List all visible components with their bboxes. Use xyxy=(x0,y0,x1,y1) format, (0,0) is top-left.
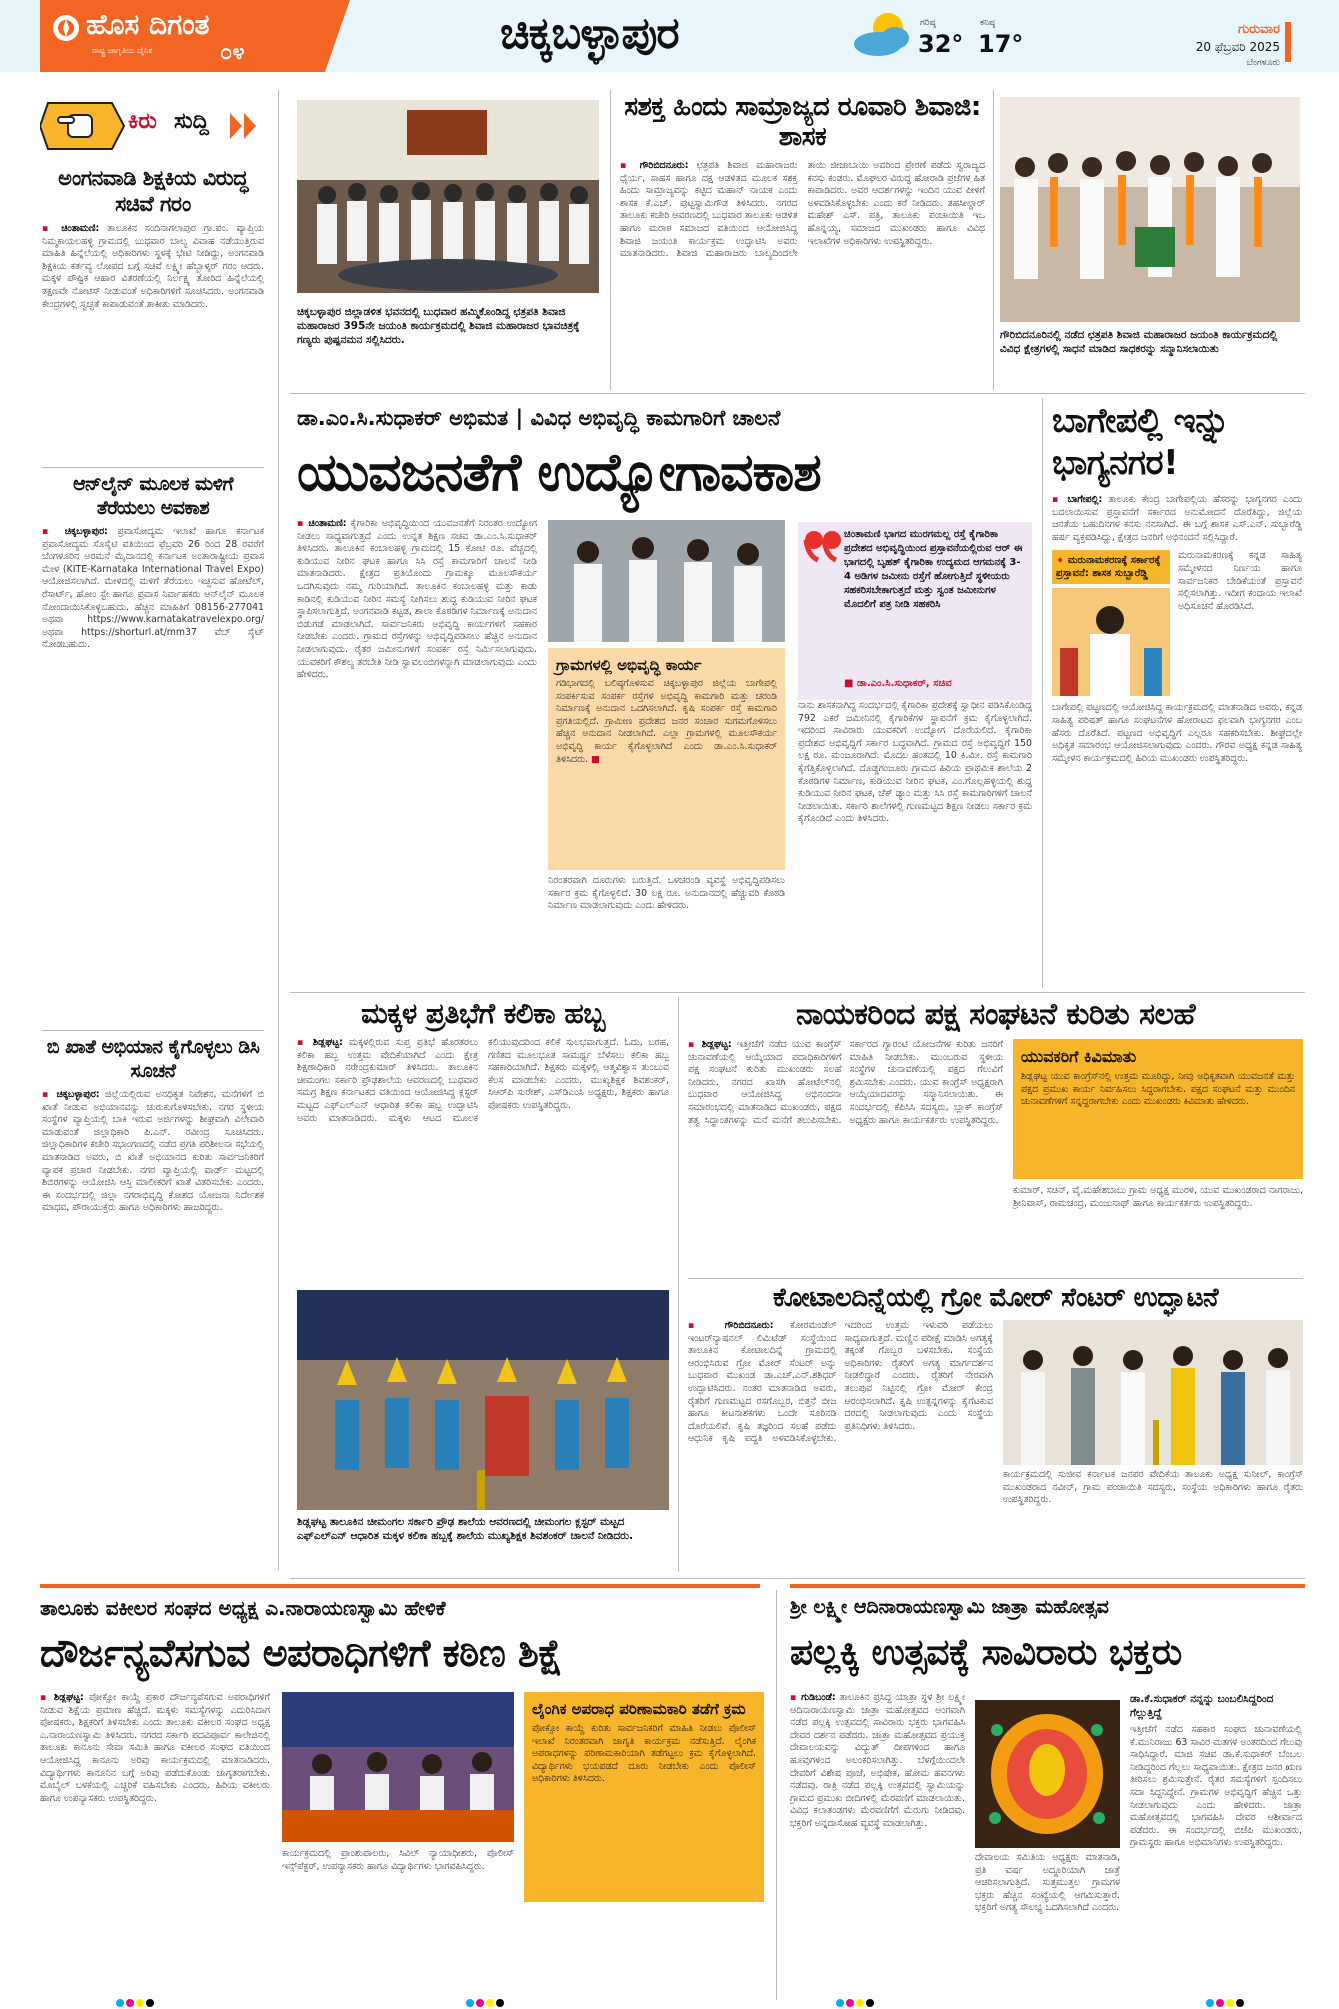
bagepalli-body-2: ಮರುನಾಮಕರಣಕ್ಕೆ ಕನ್ನಡ ಸಾಹಿತ್ಯ ಸಮ್ಮೇಳನದ ನಿರ್ಣಯ ಹಾಗೂ ಸಾರ್ವಜನಿಕರ ಬೇಡಿಕೆಯಂತೆ ಪ್ರಸ್ತಾವನೆ ಸಲ್ಲಿಸಲಾಗಿತ್ತು. ಇದೀಗ ಕಂದಾಯ ಇಲಾಖೆ ಅಧಿಸೂಚನೆ ಹೊರಡಿಸಿದೆ. xyxy=(1178,550,1302,612)
bagepalli-story xyxy=(1052,400,1302,985)
shivaji-jayanti-photo xyxy=(297,100,599,293)
kalika-photo xyxy=(297,1290,669,1510)
shivaji-story xyxy=(620,92,985,387)
kirusuddi-body: ▪ ಚಿಂತಾಮಣಿ: ತಾಲೂಕಿನ ಸಂದಿನಾಗಲಾಪುರ ಗ್ರಾ.ಪಂ. ವ್ಯಾಪ್ತಿಯ ನಿಮ್ಮಕಾಯಲಹಳ್ಳಿ ಗ್ರಾಮದಲ್ಲಿ ಬುಧವಾರ ಬಾಲ್ಯ ವಿವಾಹ ನಡೆಯುತ್ತಿರುವ ಮಾಹಿತಿ ಹಿನ್ನೆಲೆಯಲ್ಲಿ ಅಧಿಕಾರಿಗಳು ಸ್ಥಳಕ್ಕೆ ಭೇಟಿ ನೀಡಿದ್ದು, ಅಂಗನವಾಡಿ ಶಿಕ್ಷಕಿಯ ಕರ್ತವ್ಯ ಲೋಪದ ಬಗ್ಗೆ ಸಚಿವೆ ಲಕ್ಷ್ಮೀ ಹೆಬ್ಬಾಳ್ಕರ್ ಗರಂ ಆದರು. ಮಕ್ಕಳ ಪೌಷ್ಟಿಕ ಆಹಾರ ವಿತರಣೆಯಲ್ಲಿ ನಿರ್ಲಕ್ಷ್ಯ ತೋರಿದ ಹಿನ್ನೆಲೆಯಲ್ಲಿ ತಕ್ಷಣವೇ ನೋಟಿಸ್ ನೀಡುವಂತೆ ಅಧಿಕಾರಿಗಳಿಗೆ ಸೂಚಿಸಿದರು. ಅಂಗನವಾಡಿ ಕೇಂದ್ರಗಳಲ್ಲಿ ಸ್ವಚ್ಛತೆ ಕಾಪಾಡುವಂತೆ ತಾಕೀತು ಮಾಡಿದರು. xyxy=(42,223,264,310)
bagepalli-body-1: ▪ ಬಾಗೇಪಲ್ಲಿ: ತಾಲೂಕು ಕೇಂದ್ರ ಬಾಗೇಪಲ್ಲಿಯ ಹೆಸರನ್ನು ಭಾಗ್ಯನಗರ ಎಂದು ಬದಲಾಯಿಸುವ ಪ್ರಸ್ತಾವನೆಗೆ ಸರ್ಕಾರದ ಅನುಮೋದನೆ ದೊರೆತಿದ್ದು, ಜಿಲ್ಲೆಯ ಜನತೆಯ ಬಹುದಿನಗಳ ಕನಸು ನನಸಾಗಿದೆ. ಈ ಬಗ್ಗೆ ಶಾಸಕ ಎಸ್.ಎನ್. ಸುಬ್ಬಾರೆಡ್ಡಿ ಹರ್ಷ ವ್ಯಕ್ತಪಡಿಸಿದ್ದು, ಕ್ಷೇತ್ರದ ಜನರಿಗೆ ಅಭಿನಂದನೆ ಸಲ್ಲಿಸಿದ್ದಾರೆ. xyxy=(1052,494,1302,543)
gromore-headline: ಕೋಟಾಲದಿನ್ನೆಯಲ್ಲಿ ಗ್ರೋ ಮೋರ್ ಸೆಂಟರ್ ಉದ್ಘಾಟನೆ xyxy=(772,1283,1219,1313)
sadhakar-sanmana-photo xyxy=(1000,97,1300,322)
kirusuddi-body: ▪ ಚಿಕ್ಕಬಳ್ಳಾಪುರ: ಪ್ರವಾಸೋದ್ಯಮ ಇಲಾಖೆ ಹಾಗೂ ಕರ್ನಾಟಕ ಪ್ರವಾಸೋದ್ಯಮ ಸೊಸೈಟಿ ವತಿಯಿಂದ ಫೆಬ್ರವರಿ 26 ರಿಂದ 28 ರವರೆಗೆ ಬೆಂಗಳೂರಿನ ಅರಮನೆ ಮೈದಾನದಲ್ಲಿ ಕರ್ನಾಟಕ ಅಂತಾರಾಷ್ಟ್ರೀಯ ಪ್ರವಾಸ ಮೇಳ (KITE-Karnataka International Travel Expo) ಆಯೋಜಿಸಲಾಗಿದೆ. ಮೇಳದಲ್ಲಿ ಮಳಿಗೆ ತೆರೆಯಲು ಇಚ್ಛಿಸುವ ಹೋಟೆಲ್, ರೆಸಾರ್ಟ್, ಹೋಂ ಸ್ಟೇ ಹಾಗೂ ಪ್ರವಾಸ ನಿರ್ವಾಹಕರು ಆನ್‌ಲೈನ್ ಮೂಲಕ ನೋಂದಾಯಿಸಿಕೊಳ್ಳಬಹುದು. ಹೆಚ್ಚಿನ ಮಾಹಿತಿಗೆ 08156-277041 ಅಥವಾ https://www.karnatakatravelexpo.org/ ಅಥವಾ https://shorturl.at/mm37 ವೆಬ್ ಸೈಟ್ ನೋಡಬಹುದು. xyxy=(42,526,264,651)
nayakaru-box xyxy=(1013,1039,1303,1179)
naraya-photo xyxy=(282,1692,514,1842)
lead-quote-box xyxy=(798,522,1032,700)
kirusuddi-label-b: ಸುದ್ದಿ xyxy=(174,109,209,134)
divider xyxy=(42,1030,264,1031)
gromore-tail: ಕಾರ್ಯಕ್ರಮದಲ್ಲಿ ಸುಜೀವ ಕರ್ನಾಟಕ ಜನಪರ ವೇದಿಕೆಯ ತಾಲೂಕು ಅಧ್ಯಕ್ಷ ಸುನೀಲ್, ಕಾಂಗ್ರೆಸ್ ಮುಖಂಡರಾದ ನವೀನ್, ಗ್ರಾಮ ಪಂಚಾಯಿತಿ ಸದಸ್ಯರು, ಸಂಸ್ಥೆಯ ಅಧಿಕಾರಿಗಳು ಹಾಗೂ ರೈತರು ಉಪಸ್ಥಿತರಿದ್ದರು. xyxy=(1003,1469,1303,1506)
lead-body-col1: ▪ ಚಿಂತಾಮಣಿ: ಕೈಗಾರಿಕಾ ಅಭಿವೃದ್ಧಿಯಿಂದ ಯುವಜನತೆಗೆ ನಿರಂತರ ಉದ್ಯೋಗ ನೀಡಲು ಸಾಧ್ಯವಾಗುತ್ತದೆ ಎಂದು ಉನ್ನತ ಶಿಕ್ಷಣ ಸಚಿವ ಡಾ.ಎಂ.ಸಿ.ಸುಧಾಕರ್ ತಿಳಿಸಿದರು. ತಾಲೂಕಿನ ಕಂಬಾಲಹಳ್ಳಿ ಗ್ರಾಮದಲ್ಲಿ 15 ಕೋಟಿ ರೂ. ವೆಚ್ಚದಲ್ಲಿ ಕುಡಿಯುವ ನೀರಿನ ಘಟಕ ಹಾಗೂ ಸಿಸಿ ರಸ್ತೆ ಕಾಮಗಾರಿಗೆ ಚಾಲನೆ ನೀಡಿ ಮಾತನಾಡಿದರು. ಕ್ಷೇತ್ರದ ಪ್ರತಿಯೊಂದು ಗ್ರಾಮಕ್ಕೂ ಮೂಲಸೌಕರ್ಯ ಒದಗಿಸುವುದು ನಮ್ಮ ಗುರಿಯಾಗಿದೆ. ತಾಲೂಕಿನ ಕಂಬಾಲಹಳ್ಳಿ ಮತ್ತು ಕಾಡು ಕಾಡಿನಲ್ಲಿ ಕುಡಿಯುವ ನೀರಿನ ಸಮಸ್ಯೆ ನೀಗಿಸಲು ಶುದ್ಧ ಕುಡಿಯುವ ನೀರಿನ ಘಟಕ ಸ್ಥಾಪಿಸಲಾಗುತ್ತಿದೆ. ಅಂಗನವಾಡಿ ಕಟ್ಟಡ, ಶಾಲಾ ಕೊಠಡಿಗಳ ನಿರ್ಮಾಣಕ್ಕೆ ಅನುದಾನ ಬಿಡುಗಡೆ ಮಾಡಲಾಗಿದೆ. ಸಾರ್ವಜನಿಕರು ಅಭಿವೃದ್ಧಿ ಕಾರ್ಯಗಳಿಗೆ ಸಹಕಾರ ನೀಡಬೇಕು ಎಂದರು. ಗ್ರಾಮದ ರಸ್ತೆಗಳನ್ನು ಅಭಿವೃದ್ಧಿಪಡಿಸಲು ಹೆಚ್ಚಿನ ಅನುದಾನ ನೀಡಲಾಗುವುದು. ರೈತರ ಜಮೀನುಗಳಿಗೆ ಸಂಪರ್ಕ ರಸ್ತೆ ನಿರ್ಮಿಸಲಾಗುವುದು. ಯುವಕರಿಗೆ ಕೌಶಲ್ಯ ತರಬೇತಿ ನೀಡಿ ಸ್ವಾವಲಂಬಿಗಳನ್ನಾಗಿ ಮಾಡಲಾಗುವುದು ಎಂದು ಹೇಳಿದರು. xyxy=(297,518,537,681)
gromore-body: ▪ ಗೌರಿಬಿದನೂರು: ಕೋರಮಂಡಲ್ ಇಂಟರ್‌ನ್ಯಾಷನಲ್ ಲಿಮಿಟೆಡ್ ಸಂಸ್ಥೆಯಿಂದ ತಾಲೂಕಿನ ಕೋಟಾಲದಿನ್ನೆ ಗ್ರಾಮದಲ್ಲಿ ಆರಂಭಿಸಿರುವ ಗ್ರೋ ಮೋರ್ ಸೆಂಟರ್ ಅನ್ನು ಬುಧವಾರ ಮುಖಂಡ ಡಾ.ಎಚ್.ಎನ್.ಶಶಿಧರ್ ಉದ್ಘಾಟಿಸಿದರು. ನಂತರ ಮಾತನಾಡಿದ ಅವರು, ರೈತರಿಗೆ ಗುಣಮಟ್ಟದ ರಸಗೊಬ್ಬರ, ಬಿತ್ತನೆ ಬೀಜ ಹಾಗೂ ಕೀಟನಾಶಕಗಳು ಒಂದೇ ಸೂರಿನಡಿ ದೊರೆಯಲಿವೆ. ಕೃಷಿ ತಜ್ಞರಿಂದ ಸಲಹೆ ಪಡೆದು ಆಧುನಿಕ ಕೃಷಿ ಪದ್ಧತಿ ಅಳವಡಿಸಿಕೊಳ್ಳಬೇಕು. ಇದರಿಂದ ಉತ್ತಮ ಇಳುವರಿ ಪಡೆಯಲು ಸಾಧ್ಯವಾಗುತ್ತದೆ. ಮಣ್ಣಿನ ಪರೀಕ್ಷೆ ಮಾಡಿಸಿ ಅಗತ್ಯಕ್ಕೆ ತಕ್ಕಂತೆ ಗೊಬ್ಬರ ಬಳಸಬೇಕು. ಸಂಸ್ಥೆಯ ಅಧಿಕಾರಿಗಳು ರೈತರಿಗೆ ಅಗತ್ಯ ಮಾರ್ಗದರ್ಶನ ನೀಡಲಿದ್ದಾರೆ ಎಂದರು. ರೈತರಿಗೆ ನೇರವಾಗಿ ತಲುಪುವ ನಿಟ್ಟಿನಲ್ಲಿ ಗ್ರೋ ಮೋರ್ ಕೇಂದ್ರ ಆರಂಭಿಸಲಾಗಿದೆ. ಕೃಷಿ ಉತ್ಪನ್ನಗಳನ್ನು ಕೈಗೆಟಕುವ ದರದಲ್ಲಿ ನೀಡಲಾಗುವುದು ಎಂದು ಸಂಸ್ಥೆಯ ಪ್ರತಿನಿಧಿಗಳು ತಿಳಿಸಿದರು. xyxy=(688,1320,993,1445)
brand-name: ಹೊಸ ದಿಗಂತ xyxy=(86,8,210,41)
naraya-body: ▪ ಶಿಡ್ಲಘಟ್ಟ: ಪೋಕ್ಸೋ ಕಾಯ್ದೆ ಪ್ರಕಾರ ದೌರ್ಜನ್ಯವೆಸಗುವ ಅಪರಾಧಿಗಳಿಗೆ ನೀಡುವ ಶಿಕ್ಷೆಯ ಪ್ರಮಾಣ ಹೆಚ್ಚಿದೆ. ಮಕ್ಕಳು ಸಮಸ್ಯೆಗಳನ್ನು ಎದುರಿಸಿದಾಗ ಪೋಷಕರು, ಶಿಕ್ಷಕರಿಗೆ ತಿಳಿಸಬೇಕು ಎಂದು ತಾಲೂಕು ವಕೀಲರ ಸಂಘದ ಅಧ್ಯಕ್ಷ ಎ.ನಾರಾಯಣಸ್ವಾಮಿ ತಿಳಿಸಿದರು. ನಗರದ ಸರ್ಕಾರಿ ಪದವಿಪೂರ್ವ ಕಾಲೇಜಿನಲ್ಲಿ ತಾಲೂಕು ಕಾನೂನು ಸೇವಾ ಸಮಿತಿ ಹಾಗೂ ವಕೀಲರ ಸಂಘದ ವತಿಯಿಂದ ಆಯೋಜಿಸಿದ್ದ ಕಾನೂನು ಅರಿವು ಕಾರ್ಯಕ್ರಮದಲ್ಲಿ ಮಾತನಾಡಿದರು. ವಿದ್ಯಾರ್ಥಿಗಳು ಕಾನೂನಿನ ಬಗ್ಗೆ ಅರಿವು ಪಡೆದುಕೊಂಡು ಜಾಗೃತರಾಗಬೇಕು. ಮೊಬೈಲ್ ಬಳಕೆಯಲ್ಲಿ ಎಚ್ಚರಿಕೆ ವಹಿಸಬೇಕು ಎಂದರು. ಹಿರಿಯ ವಕೀಲರು ಹಾಗೂ ಉಪನ್ಯಾಸಕರು ಉಪಸ್ಥಿತರಿದ್ದರು. xyxy=(40,1692,270,1804)
jatre-side-body: ಇತ್ತೀಚೆಗೆ ನಡೆದ ಸಹಕಾರ ಸಂಘದ ಚುನಾವಣೆಯಲ್ಲಿ ಕೆ.ಮುನಿರಾಜು 63 ಸಾವಿರ ಮತಗಳ ಅಂತರದಿಂದ ಗೆಲುವು ಸಾಧಿಸಿದ್ದಾರೆ. ಮಾಜಿ ಸಚಿವ ಡಾ.ಕೆ.ಸುಧಾಕರ್ ಬೆಂಬಲ ನೀಡಿದ್ದರಿಂದ ಗೆಲ್ಲಲು ಸಾಧ್ಯವಾಯಿತು. ಕ್ಷೇತ್ರದ ಜನರ ಋಣ ತೀರಿಸಲು ಶ್ರಮಿಸುತ್ತೇನೆ. ರೈತರ ಸಮಸ್ಯೆಗಳಿಗೆ ಸ್ಪಂದಿಸಲು ಸದಾ ಸಿದ್ಧನಿದ್ದೇನೆ. ಗ್ರಾಮಗಳ ಅಭಿವೃದ್ಧಿಗೆ ಹೆಚ್ಚಿನ ಒತ್ತು ನೀಡಲಾಗುವುದು ಎಂದು ಹೇಳಿದರು. ಜಾತ್ರಾ ಮಹೋತ್ಸವದಲ್ಲಿ ಭಾಗವಹಿಸಿ ದೇವರ ಆಶೀರ್ವಾದ ಪಡೆದರು. ಈ ಸಂದರ್ಭದಲ್ಲಿ ಬಿಜೆಪಿ ಮುಖಂಡರು, ಗ್ರಾಮಸ್ಥರು ಹಾಗೂ ಅಭಿಮಾನಿಗಳು ಉಪಸ್ಥಿತರಿದ್ದರು. xyxy=(1130,1724,1302,1849)
lead-kicker: ಡಾ.ಎಂ.ಸಿ.ಸುಧಾಕರ್ ಅಭಿಮತ | ವಿವಿಧ ಅಭಿವೃದ್ಧಿ ಕಾಮಗಾರಿಗೆ ಚಾಲನೆ xyxy=(297,406,781,430)
bagepalli-headline: ಬಾಗೇಪಲ್ಲಿ ಇನ್ನು ಭಾಗ್ಯನಗರ! xyxy=(1052,401,1230,483)
development-box xyxy=(548,648,785,870)
nayakaru-headline: ನಾಯಕರಿಂದ ಪಕ್ಷ ಸಂಘಟನೆ ಕುರಿತು ಸಲಹೆ xyxy=(795,997,1196,1032)
shivaji-headline: ಸಶಕ್ತ ಹಿಂದು ಸಾಮ್ರಾಜ್ಯದ ರೂವಾರಿ ಶಿವಾಜಿ: ಶಾಸಕ xyxy=(624,92,981,152)
divider xyxy=(42,467,264,468)
lead-body-col2: ನಿರಂತರವಾಗಿ ದೂರುಗಳು ಬರುತ್ತಿದೆ. ಒಳಚರಂಡಿ ವ್ಯವಸ್ಥೆ ಅಭಿವೃದ್ಧಿಪಡಿಸಲು ಸರ್ಕಾರ ಕ್ರಮ ಕೈಗೊಳ್ಳಲಿದೆ. 30 ಲಕ್ಷ ರೂ. ಅನುದಾನದಲ್ಲಿ ಹೆಚ್ಚುವರಿ ಕೊಠಡಿ ನಿರ್ಮಾಣ ಮಾಡಲಾಗುವುದು ಎಂದು ಹೇಳಿದರು. xyxy=(548,875,785,912)
naraya-box-title: ಲೈಂಗಿಕ ಅಪರಾಧ ಪರಿಣಾಮಕಾರಿ ತಡೆಗೆ ಕ್ರಮ xyxy=(532,1700,746,1718)
naraya-kicker: ತಾಲೂಕು ವಕೀಲರ ಸಂಘದ ಅಧ್ಯಕ್ಷ ಎ.ನಾರಾಯಣಸ್ವಾಮಿ ಹೇಳಿಕೆ xyxy=(40,1596,446,1620)
issue-date: 20 ಫೆಬ್ರವರಿ 2025 xyxy=(1195,40,1280,54)
naraya-tail: ಕಾರ್ಯಕ್ರಮದಲ್ಲಿ ಪ್ರಾಂಶುಪಾಲರು, ಸಿವಿಲ್ ನ್ಯಾಯಾಧೀಶರು, ಪೊಲೀಸ್ ಇನ್ಸ್‌ಪೆಕ್ಟರ್, ಉಪನ್ಯಾಸಕರು ಹಾಗೂ ವಿದ್ಯಾರ್ಥಿಗಳು ಭಾಗವಹಿಸಿದ್ದರು. xyxy=(282,1848,514,1872)
jatre-kicker: ಶ್ರೀ ಲಕ್ಷ್ಮೀ ಆದಿನಾರಾಯಣಸ್ವಾಮಿ ಜಾತ್ರಾ ಮಹೋತ್ಸವ xyxy=(790,1596,1109,1618)
lead-quote-author: ■ ಡಾ.ಎಂ.ಸಿ.ಸುಧಾಕರ್, ಸಚಿವ xyxy=(844,678,952,689)
jatre-body-2: ದೇವಾಲಯ ಸಮಿತಿಯ ಅಧ್ಯಕ್ಷರು ಮಾತನಾಡಿ, ಪ್ರತಿ ವರ್ಷ ಅದ್ಧೂರಿಯಾಗಿ ಜಾತ್ರೆ ಆಚರಿಸಲಾಗುತ್ತಿದೆ. ಸುತ್ತಮುತ್ತಲ ಗ್ರಾಮಗಳ ಭಕ್ತರು ಹೆಚ್ಚಿನ ಸಂಖ್ಯೆಯಲ್ಲಿ ಆಗಮಿಸುತ್ತಾರೆ. ಭಕ್ತರಿಗೆ ಅಗತ್ಯ ಸೌಲಭ್ಯ ಒದಗಿಸಲಾಗಿದೆ ಎಂದರು. xyxy=(975,1852,1120,1914)
page-number: ೦೪ xyxy=(220,40,245,65)
gromore-story xyxy=(688,1282,1303,1572)
lead-quote-text: ಚಿಂತಾಮಣಿ ಭಾಗದ ಮುರಗಮಲ್ಲ ರಸ್ತೆ ಕೈಗಾರಿಕಾ ಪ್ರದೇಶದ ಅಭಿವೃದ್ಧಿಯಿಂದ ಪ್ರಸ್ತಾವನೆಯಲ್ಲಿರುವ ಆರ್‌ ಈ ಭಾಗದಲ್ಲಿ ಬೃಹತ್ ಕೈಗಾರಿಕಾ ಉದ್ಯಮದ ಆಗಮನಕ್ಕೆ 3-4 ಅಡಿಗಳ ಜಮೀನು ರಸ್ತೆಗೆ ಹೋಗುತ್ತಿದೆ ಸ್ಥಳೀಯರು ಸಹಕರಿಸಬೇಕಾಗುತ್ತದೆ ಮತ್ತು ಸ್ವಂತ ಜಮೀನುಗಳ ಮೊದಲಿಗೆ ಪತ್ರ ನೀಡಿ ಸಹಕರಿಸಿ xyxy=(844,529,1023,610)
development-box-title: ಗ್ರಾಮಗಳಲ್ಲಿ ಅಭಿವೃದ್ಧಿ ಕಾರ್ಯ xyxy=(556,656,702,674)
naraya-box-body: ಪೋಕ್ಸೋ ಕಾಯ್ದೆ ಕುರಿತು ಸಾರ್ವಜನಿಕರಿಗೆ ಮಾಹಿತಿ ನೀಡಲು ಪೊಲೀಸ್ ಇಲಾಖೆ ನಿರಂತರವಾಗಿ ಜಾಗೃತಿ ಕಾರ್ಯಕ್ರಮ ನಡೆಸುತ್ತಿದೆ. ಲೈಂಗಿಕ ಅಪರಾಧಗಳನ್ನು ಪರಿಣಾಮಕಾರಿಯಾಗಿ ತಡೆಗಟ್ಟಲು ಕ್ರಮ ಕೈಗೊಳ್ಳಲಾಗಿದೆ. ವಿದ್ಯಾರ್ಥಿಗಳು ಭಯಪಡದೆ ದೂರು ನೀಡಬೇಕು ಎಂದು ಪೊಲೀಸ್ ಅಧಿಕಾರಿಗಳು ತಿಳಿಸಿದರು. xyxy=(532,1723,756,1785)
lead-body-col3: ನಾನು ಶಾಸಕನಾಗಿದ್ದ ಸಂದರ್ಭದಲ್ಲಿ ಕೈಗಾರಿಕಾ ಪ್ರದೇಶಕ್ಕೆ ಸ್ವಾಧೀನ ಪಡಿಸಿಕೊಂಡಿದ್ದ 792 ಎಕರೆ ಜಮೀನಿನಲ್ಲಿ ಕೈಗಾರಿಕೆಗಳ ಸ್ಥಾಪನೆಗೆ ಕ್ರಮ ಕೈಗೊಳ್ಳಲಾಗಿದೆ. ಇದರಿಂದ ಸಾವಿರಾರು ಯುವಕರಿಗೆ ಉದ್ಯೋಗ ದೊರೆಯಲಿದೆ. ಕೈಗಾರಿಕಾ ಪ್ರದೇಶದ ಅಭಿವೃದ್ಧಿಗೆ ಸರ್ಕಾರ ಬದ್ಧವಾಗಿದೆ. ಗ್ರಾಮದ ರಸ್ತೆ ಅಭಿವೃದ್ಧಿಗೆ 150 ಲಕ್ಷ ರೂ. ಮಂಜೂರಾಗಿದೆ. ಮೊದಲ ಹಂತದಲ್ಲಿ 10 ಕಿ.ಮೀ. ರಸ್ತೆ ಕಾಮಗಾರಿ ಕೈಗೆತ್ತಿಕೊಳ್ಳಲಾಗಿದೆ. ದೊಡ್ಡಗಂಜೂರು ಗ್ರಾಮದ ಹಿರಿಯ ಪ್ರಾಥಮಿಕ ಶಾಲೆಯ 2 ಕೊಠಡಿಗಳ ನಿರ್ಮಾಣ, ಕುಡಿಯುವ ನೀರಿನ ಘಟಕ, ಎಂ.ಗೊಲ್ಲಹಳ್ಳಿಯಲ್ಲಿ ಶುದ್ಧ ಕುಡಿಯುವ ನೀರಿನ ಘಟಕ, ಚೆಕ್ ಡ್ಯಾಂ ಮತ್ತು ಸಿಸಿ ರಸ್ತೆ ಕಾಮಗಾರಿಗಳಿಗೆ ಚಾಲನೆ ನೀಡಲಾಯಿತು. ಸರ್ಕಾರಿ ಶಾಲೆಗಳಲ್ಲಿ ಗುಣಮಟ್ಟದ ಶಿಕ್ಷಣ ನೀಡಲು ಸರ್ಕಾರ ಕ್ರಮ ಕೈಗೊಂಡಿದೆ ಎಂದು ತಿಳಿಸಿದರು. xyxy=(798,700,1032,825)
registration-marks xyxy=(0,1997,1339,2009)
kirusuddi-title: ಬಿ ಖಾತೆ ಅಭಿಯಾನ ಕೈಗೊಳ್ಳಲು ಡಿಸಿ ಸೂಚನೆ xyxy=(46,1036,260,1082)
kirusuddi-badge xyxy=(40,95,270,157)
jatre-body-1: ▪ ಗುಡಿಬಂಡೆ: ತಾಲೂಕಿನ ಪ್ರಸಿದ್ಧ ಯಾತ್ರಾ ಸ್ಥಳ ಶ್ರೀ ಲಕ್ಷ್ಮೀ ಆದಿನಾರಾಯಣಸ್ವಾಮಿ ಜಾತ್ರಾ ಮಹೋತ್ಸವದ ಅಂಗವಾಗಿ ನಡೆದ ಪಲ್ಲಕ್ಕಿ ಉತ್ಸವದಲ್ಲಿ ಸಾವಿರಾರು ಭಕ್ತರು ಭಾಗವಹಿಸಿ ದೇವರ ದರ್ಶನ ಪಡೆದರು. ಜಾತ್ರಾ ಮಹೋತ್ಸವದ ಪ್ರಯುಕ್ತ ದೇವಾಲಯವನ್ನು ವಿದ್ಯುತ್ ದೀಪಗಳಿಂದ ಹಾಗೂ ಹೂವುಗಳಿಂದ ಅಲಂಕರಿಸಲಾಗಿತ್ತು. ಬೆಳಗ್ಗೆಯಿಂದಲೇ ದೇವರಿಗೆ ವಿಶೇಷ ಪೂಜೆ, ಅಭಿಷೇಕ, ಹೋಮ ಹವನಗಳು ನಡೆದವು. ರಾತ್ರಿ ನಡೆದ ಪಲ್ಲಕ್ಕಿ ಉತ್ಸವದಲ್ಲಿ ಸ್ವಾಮಿಯನ್ನು ಗ್ರಾಮದ ಪ್ರಮುಖ ಬೀದಿಗಳಲ್ಲಿ ಮೆರವಣಿಗೆ ಮಾಡಲಾಯಿತು. ವಿವಿಧ ಕಲಾತಂಡಗಳು ಮೆರವಣಿಗೆಗೆ ಮೆರುಗು ನೀಡಿದವು. ಭಕ್ತರಿಗೆ ಅನ್ನದಾಸೋಹ ವ್ಯವಸ್ಥೆ ಮಾಡಲಾಗಿತ್ತು. xyxy=(790,1692,965,1829)
column-rule xyxy=(610,90,611,390)
min-temp-label: ಕನಿಷ್ಠ xyxy=(980,18,996,28)
shivaji-jayanti-caption: ಚಿಕ್ಕಬಳ್ಳಾಪುರ ಜಿಲ್ಲಾಡಳಿತ ಭವನದಲ್ಲಿ ಬುಧವಾರ ಹಮ್ಮಿಕೊಂಡಿದ್ದ ಛತ್ರಪತಿ ಶಿವಾಜಿ ಮಹಾರಾಜರ 395ನೇ ಜಯಂತಿ ಕಾರ್ಯಕ್ರಮದಲ್ಲಿ ಶಿವಾಜಿ ಮಹಾರಾಜರ ಭಾವಚಿತ್ರಕ್ಕೆ ಗಣ್ಯರು ಪುಷ್ಪನಮನ ಸಲ್ಲಿಸಿದರು. xyxy=(297,306,580,346)
divider xyxy=(290,1578,1305,1579)
issue-day: ಗುರುವಾರ xyxy=(1238,22,1280,37)
edition-title: ಚಿಕ್ಕಬಳ್ಳಾಪುರ xyxy=(500,8,679,59)
column-rule xyxy=(993,90,994,390)
jatre-photo xyxy=(975,1700,1120,1848)
nayakaru-box-title: ಯುವಕರಿಗೆ ಕಿವಿಮಾತು xyxy=(1021,1047,1137,1066)
bagepalli-tag: ➧ ಮರುನಾಮಕರಣಕ್ಕೆ ಸರ್ಕಾರಕ್ಕೆ ಪ್ರಸ್ತಾವನೆ: ಶಾಸಕ ಸುಬ್ಬಾರೆಡ್ಡಿ xyxy=(1052,550,1170,584)
kirusuddi-item-1 xyxy=(42,165,264,465)
kirusuddi-item-2 xyxy=(42,472,264,1027)
jatre-headline: ಪಲ್ಲಕ್ಕಿ ಉತ್ಸವಕ್ಕೆ ಸಾವಿರಾರು ಭಕ್ತರು xyxy=(790,1632,1182,1673)
kalika-headline: ಮಕ್ಕಳ ಪ್ರತಿಭೆಗೆ ಕಲಿಕಾ ಹಬ್ಬ xyxy=(361,997,605,1030)
naraya-headline: ದೌರ್ಜನ್ಯವೆಸಗುವ ಅಪರಾಧಿಗಳಿಗೆ ಕಠಿಣ ಶಿಕ್ಷೆ xyxy=(40,1631,563,1675)
lead-headline: ಯುವಜನತೆಗೆ ಉದ್ಯೋಗಾವಕಾಶ xyxy=(297,443,821,503)
column-rule xyxy=(776,1590,777,2000)
naraya-box xyxy=(524,1692,764,1902)
brand-tagline: ರಾಷ್ಟ್ರ ಜಾಗೃತಿಯ ದೈನಿಕ xyxy=(92,46,153,55)
kirusuddi-title: ಆನ್‌ಲೈನ್ ಮೂಲಕ ಮಳಿಗೆ ತೆರೆಯಲು ಅವಕಾಶ xyxy=(73,473,233,519)
nayakaru-box-body: ಶಿಡ್ಲಘಟ್ಟ ಯುವ ಕಾಂಗ್ರೆಸ್‌ನಲ್ಲಿ ಉತ್ತಮ ಮೂರಿದ್ದು, ನೀವು ಅಧಿಕೃತವಾಗಿ ಯುವಜನತೆ ಮತ್ತು ಪಕ್ಷದ ಪ್ರಮುಖ ಕಾರ್ಯ ನಿರ್ವಹಿಸಲು ಸಿದ್ಧರಾಗಬೇಕು. ಪಕ್ಷದ ಸಂಘಟನೆ ಮತ್ತು ಮುಂದಿನ ಚುನಾವಣೆಗಳಿಗೆ ಸನ್ನದ್ಧರಾಗಬೇಕು ಎಂದು ಮುಖಂಡರು ಕಿವಿಮಾತು ಹೇಳಿದರು. xyxy=(1021,1071,1295,1108)
max-temp: 32° xyxy=(918,30,964,58)
quote-mark-icon xyxy=(802,526,842,566)
nayakaru-story xyxy=(688,997,1303,1275)
jatre-side xyxy=(1130,1692,1302,1997)
divider xyxy=(688,1278,1303,1279)
divider xyxy=(290,393,1305,394)
masthead xyxy=(0,0,1339,72)
development-box-body: ಗಡಿಭಾಗದಲ್ಲಿ ಬಲಿಷ್ಠಗೊಳಿಸುವ ಚಿಕ್ಕಬಳ್ಳಾಪುರ ಜಿಲ್ಲೆಯ ಬಾಗೇಪಲ್ಲಿ ಸಂಪರ್ಕಿಸುವ ಸಂಪರ್ಕ ರಸ್ತೆಗಳ ಅಭಿವೃದ್ಧಿ ಕಾಮಗಾರಿ ಮತ್ತು ಚರಂಡಿ ನಿರ್ಮಾಣಕ್ಕೆ ಅನುದಾನ ಒದಗಿಸಲಾಗಿದೆ. ಕೃಷಿ ಸಂಪರ್ಕ ರಸ್ತೆ ಕಾಮಗಾರಿ ಪ್ರಗತಿಯಲ್ಲಿದೆ. ಗ್ರಾಮೀಣ ಪ್ರದೇಶದ ಜನರ ಸಂಚಾರ ಸುಗಮಗೊಳಿಸಲು ಹೆಚ್ಚಿನ ಅನುದಾನ ನೀಡಲಾಗಿದೆ. ಎಲ್ಲಾ ಗ್ರಾಮಗಳಲ್ಲಿ ಮೂಲಸೌಕರ್ಯ ಅಭಿವೃದ್ಧಿ ಕಾರ್ಯ ಕೈಗೊಳ್ಳಲಾಗಿದೆ ಎಂದು ಡಾ.ಎಂ.ಸಿ.ಸುಧಾಕರ್ ತಿಳಿಸಿದರು. ■ xyxy=(556,678,777,765)
kirusuddi-body: ▪ ಚಿಕ್ಕಬಳ್ಳಾಪುರ: ಜಿಲ್ಲೆಯಲ್ಲಿರುವ ಅನಧಿಕೃತ ನಿವೇಶನ, ಮನೆಗಳಿಗೆ ಬಿ ಖಾತೆ ನೀಡುವ ಅಭಿಯಾನವನ್ನು ಚುರುಕುಗೊಳಿಸಬೇಕು. ನಗರ ಸ್ಥಳೀಯ ಸಂಸ್ಥೆಗಳ ವ್ಯಾಪ್ತಿಯಲ್ಲಿ ಬಾಕಿ ಇರುವ ಅರ್ಜಿಗಳನ್ನು ಶೀಘ್ರವಾಗಿ ವಿಲೇವಾರಿ ಮಾಡುವಂತೆ ಜಿಲ್ಲಾಧಿಕಾರಿ ಪಿ.ಎನ್. ರವೀಂದ್ರ ಸೂಚಿಸಿದರು. ಜಿಲ್ಲಾಧಿಕಾರಿಗಳ ಕಚೇರಿ ಸಭಾಂಗಣದಲ್ಲಿ ನಡೆದ ಪ್ರಗತಿ ಪರಿಶೀಲನಾ ಸಭೆಯಲ್ಲಿ ಮಾತನಾಡಿದ ಅವರು, ಬಿ ಖಾತೆ ಅಭಿಯಾನದ ಕುರಿತು ಸಾರ್ವಜನಿಕರಿಗೆ ವ್ಯಾಪಕ ಪ್ರಚಾರ ನೀಡಬೇಕು. ನಗರ ವ್ಯಾಪ್ತಿಯಲ್ಲಿ ವಾರ್ಡ್ ಮಟ್ಟದಲ್ಲಿ ಶಿಬಿರಗಳನ್ನು ಆಯೋಜಿಸಿ ಆಸ್ತಿ ಮಾಲೀಕರಿಗೆ ಖಾತೆ ವಿತರಿಸಬೇಕು ಎಂದರು. ಈ ಸಂದರ್ಭದಲ್ಲಿ ಜಿಲ್ಲಾ ನಗರಾಭಿವೃದ್ಧಿ ಕೋಶದ ಯೋಜನಾ ನಿರ್ದೇಶಕ ಮಾಧವ, ಪೌರಾಯುಕ್ತರು ಹಾಗೂ ಅಧಿಕಾರಿಗಳು ಹಾಜರಿದ್ದರು. xyxy=(42,1089,264,1214)
issue-city: ಬೆಂಗಳೂರು xyxy=(1246,58,1280,68)
kirusuddi-item-3 xyxy=(42,1035,264,1565)
lead-photo xyxy=(548,520,785,642)
column-rule xyxy=(278,90,279,1570)
kalika-body: ▪ ಶಿಡ್ಲಘಟ್ಟ: ಮಕ್ಕಳಲ್ಲಿರುವ ಸುಪ್ತ ಪ್ರತಿಭೆ ಹೊರತರಲು ಕಲಿಕಾ ಹಬ್ಬ ಉತ್ತಮ ವೇದಿಕೆಯಾಗಿದೆ ಎಂದು ಕ್ಷೇತ್ರ ಶಿಕ್ಷಣಾಧಿಕಾರಿ ನರೇಂದ್ರಕುಮಾರ್ ತಿಳಿಸಿದರು. ತಾಲೂಕಿನ ಚೀಮಂಗಲ ಸರ್ಕಾರಿ ಪ್ರೌಢಶಾಲೆಯ ಆವರಣದಲ್ಲಿ ಬುಧವಾರ ಸಮಗ್ರ ಶಿಕ್ಷಣ ಕರ್ನಾಟಕದ ವತಿಯಿಂದ ಆಯೋಜಿಸಿದ್ದ ಕ್ಲಸ್ಟರ್ ಮಟ್ಟದ ಎಫ್‌ಎಲ್‌ಎನ್ ಆಧಾರಿತ ಕಲಿಕಾ ಹಬ್ಬ ಉದ್ಘಾಟಿಸಿ ಅವರು ಮಾತನಾಡಿದರು. ಮಕ್ಕಳು ಆಟದ ಮೂಲಕ ಕಲಿಯುವುದರಿಂದ ಕಲಿಕೆ ಸುಲಭವಾಗುತ್ತದೆ. ಓದು, ಬರಹ, ಗಣಿತದ ಮೂಲಭೂತ ಸಾಮರ್ಥ್ಯ ಬೆಳೆಸಲು ಕಲಿಕಾ ಹಬ್ಬ ಸಹಕಾರಿಯಾಗಿದೆ. ಶಿಕ್ಷಕರು ಮಕ್ಕಳಲ್ಲಿ ಆತ್ಮವಿಶ್ವಾಸ ತುಂಬುವ ಕೆಲಸ ಮಾಡಬೇಕು ಎಂದರು. ಮುಖ್ಯಶಿಕ್ಷಕ ಶಿವಶಂಕರ್, ಸಿಆರ್‌ಪಿ ಸುರೇಶ್, ಎಸ್‌ಡಿಎಂಸಿ ಅಧ್ಯಕ್ಷರು, ಶಿಕ್ಷಕರು ಹಾಗೂ ಪೋಷಕರು ಉಪಸ್ಥಿತರಿದ್ದರು. xyxy=(297,1037,669,1124)
nayakaru-body: ▪ ಶಿಡ್ಲಘಟ್ಟ: ಇತ್ತೀಚೆಗೆ ನಡೆದ ಯುವ ಕಾಂಗ್ರೆಸ್ ಚುನಾವಣೆಯಲ್ಲಿ ಆಯ್ಕೆಯಾದ ಪದಾಧಿಕಾರಿಗಳಿಗೆ ಪಕ್ಷ ಸಂಘಟನೆ ಕುರಿತು ಮುಖಂಡರು ಸಲಹೆ ನೀಡಿದರು. ನಗರದ ಖಾಸಗಿ ಹೋಟೆಲ್‌ನಲ್ಲಿ ಬುಧವಾರ ಆಯೋಜಿಸಿದ್ದ ಅಭಿನಂದನಾ ಸಮಾರಂಭದಲ್ಲಿ ಮಾತನಾಡಿದ ಮುಖಂಡರು, ಪಕ್ಷದ ತತ್ವ ಸಿದ್ಧಾಂತಗಳನ್ನು ಮನೆ ಮನೆಗೆ ತಲುಪಿಸಬೇಕು. ಸರ್ಕಾರದ ಗ್ಯಾರಂಟಿ ಯೋಜನೆಗಳ ಕುರಿತು ಜನರಿಗೆ ಮಾಹಿತಿ ನೀಡಬೇಕು. ಮುಂಬರುವ ಸ್ಥಳೀಯ ಸಂಸ್ಥೆಗಳ ಚುನಾವಣೆಯಲ್ಲಿ ಪಕ್ಷದ ಗೆಲುವಿಗೆ ಶ್ರಮಿಸಬೇಕು ಎಂದರು. ಯುವ ಕಾಂಗ್ರೆಸ್ ಅಧ್ಯಕ್ಷರಾಗಿ ಆಯ್ಕೆಯಾದವರನ್ನು ಸನ್ಮಾನಿಸಲಾಯಿತು. ಈ ಸಂದರ್ಭದಲ್ಲಿ ಕೆಪಿಸಿಸಿ ಸದಸ್ಯರು, ಬ್ಲಾಕ್ ಕಾಂಗ್ರೆಸ್ ಅಧ್ಯಕ್ಷರು ಹಾಗೂ ಕಾರ್ಯಕರ್ತರು ಉಪಸ್ಥಿತರಿದ್ದರು. xyxy=(688,1039,1003,1126)
min-temp: 17° xyxy=(978,30,1024,58)
shivaji-body: ▪ ಗೌರಿಬಿದನೂರು: ಛತ್ರಪತಿ ಶಿವಾಜಿ ಮಹಾರಾಜರು ಧೈರ್ಯ, ಸಾಹಸ ಹಾಗೂ ದಕ್ಷ ಆಡಳಿತದ ಮೂಲಕ ಸಶಕ್ತ ಹಿಂದು ಸಾಮ್ರಾಜ್ಯವನ್ನು ಕಟ್ಟಿದ ಮಹಾನ್ ನಾಯಕ ಎಂದು ಶಾಸಕ ಕೆ.ಎಚ್. ಪುಟ್ಟಸ್ವಾಮಿಗೌಡ ತಿಳಿಸಿದರು. ನಗರದ ತಾಲೂಕು ಕಚೇರಿ ಆವರಣದಲ್ಲಿ ಬುಧವಾರ ತಾಲೂಕು ಆಡಳಿತ ಹಾಗೂ ಮರಾಠ ಸಮಾಜದ ವತಿಯಿಂದ ಆಯೋಜಿಸಿದ್ದ ಶಿವಾಜಿ ಜಯಂತಿ ಕಾರ್ಯಕ್ರಮ ಉದ್ಘಾಟಿಸಿ ಅವರು ಮಾತನಾಡಿದರು. ಶಿವಾಜಿ ಮಹಾರಾಜರು ಬಾಲ್ಯದಿಂದಲೇ ತಾಯಿ ಜೀಜಾಬಾಯಿ ಅವರಿಂದ ಪ್ರೇರಣೆ ಪಡೆದು ಸ್ವರಾಜ್ಯದ ಕನಸು ಕಂಡರು. ಮೊಘಲರ ವಿರುದ್ಧ ಹೋರಾಡಿ ಪ್ರಜೆಗಳ ಹಿತ ಕಾಪಾಡಿದರು. ಅವರ ಆದರ್ಶಗಳನ್ನು ಇಂದಿನ ಯುವ ಪೀಳಿಗೆ ಅಳವಡಿಸಿಕೊಳ್ಳಬೇಕು ಎಂದು ಕರೆ ನೀಡಿದರು. ತಹಸೀಲ್ದಾರ್ ಮಹೇಶ್ ಎಸ್. ಪತ್ರಿ, ತಾಲೂಕು ಪಂಚಾಯಿತಿ ಇಒ ಹೊನ್ನಯ್ಯ, ಸಮಾಜದ ಮುಖಂಡರು ಹಾಗೂ ವಿವಿಧ ಇಲಾಖೆಗಳ ಅಧಿಕಾರಿಗಳು ಉಪಸ್ಥಿತರಿದ್ದರು. xyxy=(620,160,985,260)
jatre-side-title: ಡಾ.ಕೆ.ಸುಧಾಕರ್ ನನ್ನನ್ನು ಬಂಬಲಿಸಿದ್ದರಿಂದ ಗೆಲ್ಲುತ್ತಿದ್ದೆ xyxy=(1130,1693,1274,1719)
gromore-photo xyxy=(1003,1320,1303,1465)
max-temp-label: ಗರಿಷ್ಠ xyxy=(920,18,936,28)
bagepalli-body-3: ಬಾಗೇಪಲ್ಲಿ ಪಟ್ಟಣದಲ್ಲಿ ಆಯೋಜಿಸಿದ್ದ ಕಾರ್ಯಕ್ರಮದಲ್ಲಿ ಮಾತನಾಡಿದ ಅವರು, ಕನ್ನಡ ಸಾಹಿತ್ಯ ಪರಿಷತ್ ಹಾಗೂ ಸಂಘಟನೆಗಳ ಹೋರಾಟದ ಫಲವಾಗಿ ಭಾಗ್ಯನಗರ ಎಂಬ ಹೆಸರು ದೊರೆತಿದೆ. ಪಟ್ಟಣದ ಅಭಿವೃದ್ಧಿಗೆ ಎಲ್ಲರೂ ಸಹಕರಿಸಬೇಕು. ಶೀಘ್ರದಲ್ಲೇ ಅಧಿಕೃತ ಸಮಾರಂಭ ಆಯೋಜಿಸಲಾಗುವುದು ಎಂದರು. ಗೌರವ ಅಧ್ಯಕ್ಷ ಕನ್ನಡ ಸಾಹಿತ್ಯ ಸಮ್ಮೇಳನ ಕಾರ್ಯಕ್ರಮದಲ್ಲಿ ಹಿರಿಯ ಮುಖಂಡರು ಉಪಸ್ಥಿತರಿದ್ದರು. xyxy=(1052,702,1302,764)
kalika-story xyxy=(297,997,669,1282)
bagepalli-photo xyxy=(1052,588,1170,696)
nayakaru-tail: ಕುಮಾರ್, ಸಚಿನ್, ವೈ.ಮಹೇಶಬಾಬು ಗ್ರಾಮ ಅಧ್ಯಕ್ಷ ಮುರಳಿ, ಯುವ ಮುಖಂಡರಾದ ನಾಗರಾಜು, ಶ್ರೀನಿವಾಸ್, ರಾಮಚಂದ್ರ, ಮಂಜುನಾಥ್ ಹಾಗೂ ಕಾರ್ಯಕರ್ತರು ಉಪಸ್ಥಿತರಿದ್ದರು. xyxy=(1013,1185,1303,1209)
section-rule-orange xyxy=(40,1584,760,1588)
kirusuddi-label-a: ಕಿರು xyxy=(128,109,157,134)
column-rule xyxy=(678,997,679,1572)
kirusuddi-title: ಅಂಗನವಾಡಿ ಶಿಕ್ಷಕಿಯ ವಿರುದ್ಧ ಸಚಿವೆ ಗರಂ xyxy=(58,166,248,216)
column-rule xyxy=(1042,398,1043,988)
divider xyxy=(290,992,1305,993)
section-rule-orange xyxy=(790,1584,1305,1588)
sadhakar-sanmana-caption: ಗೌರಿಬಿದನೂರಿನಲ್ಲಿ ನಡೆದ ಛತ್ರಪತಿ ಶಿವಾಜಿ ಮಹಾರಾಜರ ಜಯಂತಿ ಕಾರ್ಯಕ್ರಮದಲ್ಲಿ ವಿವಿಧ ಕ್ಷೇತ್ರಗಳಲ್ಲಿ ಸಾಧನೆ ಮಾಡಿದ ಸಾಧಕರನ್ನು ಸನ್ಮಾನಿಸಲಾಯಿತು xyxy=(1000,329,1278,355)
kalika-caption: ಶಿಡ್ಲಘಟ್ಟ ತಾಲೂಕಿನ ಚೀಮಂಗಲ ಸರ್ಕಾರಿ ಪ್ರೌಢ ಶಾಲೆಯ ಆವರಣದಲ್ಲಿ ಚೀಮಂಗಲ ಕ್ಲಸ್ಟರ್ ಮಟ್ಟದ ಎಫ್‌ಎಲ್‌ಎನ್ ಆಧಾರಿತ ಮಕ್ಕಳ ಕಲಿಕಾ ಹಬ್ಬಕ್ಕೆ ಶಾಲೆಯ ಮುಖ್ಯಶಿಕ್ಷಕ ಶಿವಶಂಕರ್ ಚಾಲನೆ ನೀಡಿದರು. xyxy=(297,1516,634,1542)
